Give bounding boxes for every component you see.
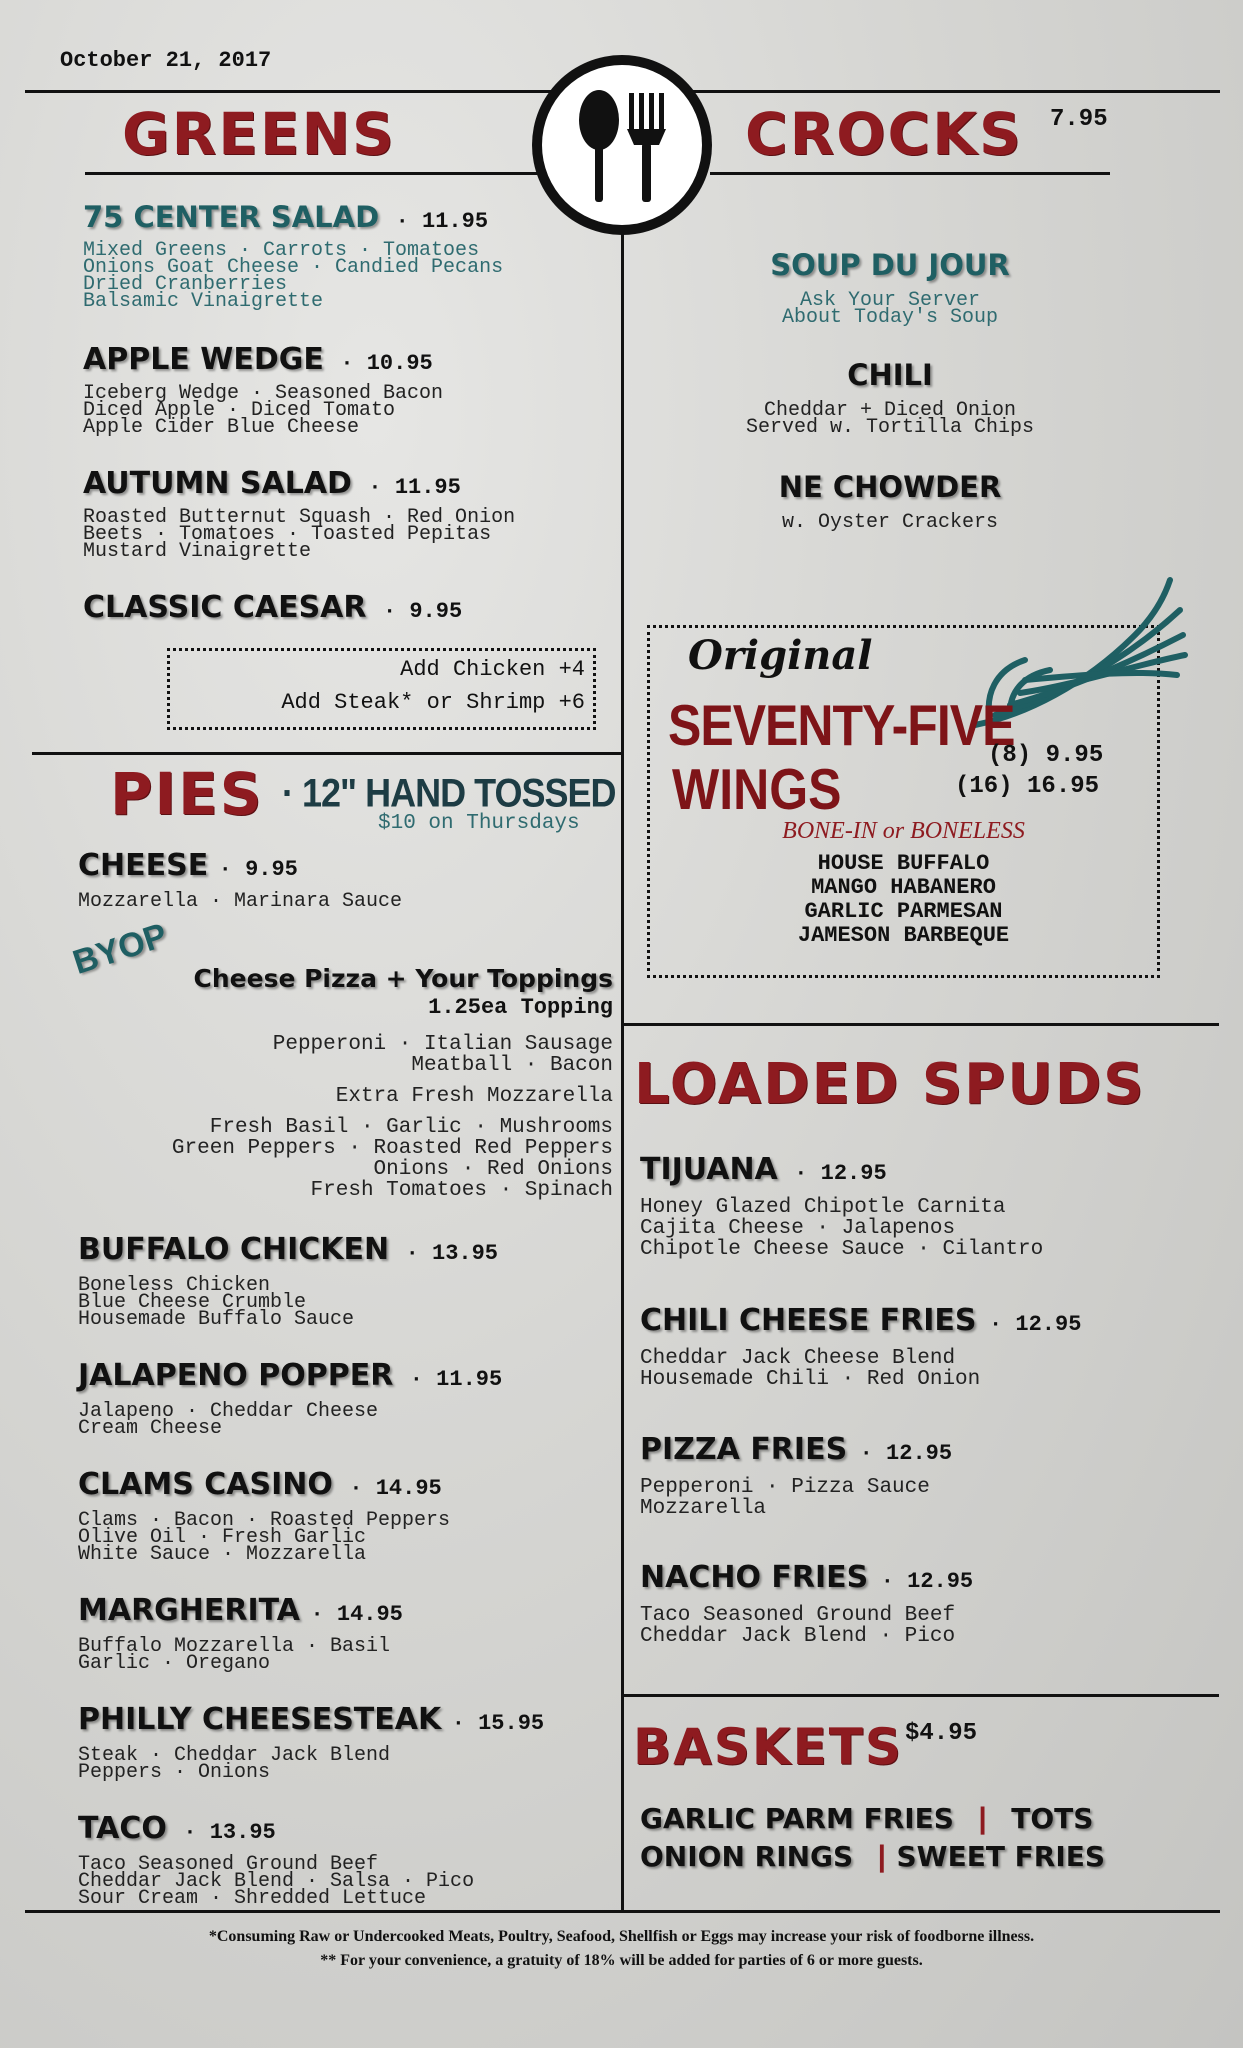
byop-toppings-meats: Pepperoni · Italian Sausage Meatball · Bacon — [272, 1033, 613, 1077]
pies-item-5: PHILLY CHEESESTEAK · 15.95 Steak · Cheddar Jack Blend Peppers · Onions — [78, 1702, 623, 1781]
item-name: CHILI CHEESE FRIES — [640, 1303, 977, 1338]
flavor-item: JAMESON BARBEQUE — [797, 923, 1010, 948]
item-name: CLAMS CASINO — [78, 1467, 333, 1502]
greens-item-2: APPLE WEDGE · 10.95 Iceberg Wedge · Seasoned Bacon Diced Apple · Diced Tomato Apple Cider Blue Cheese — [83, 342, 623, 436]
item-name: APPLE WEDGE — [83, 342, 324, 377]
item-name: NE CHOWDER — [778, 470, 1002, 504]
item-price: 12.95 — [907, 1569, 974, 1594]
spuds-item-4: NACHO FRIES · 12.95 Taco Seasoned Ground Beef Cheddar Jack Blend · Pico — [640, 1560, 1220, 1647]
item-name: PHILLY CHEESESTEAK — [78, 1702, 442, 1737]
greens-addons-box — [167, 648, 596, 730]
item-name: NACHO FRIES — [640, 1560, 869, 1595]
item-price: 13.95 — [432, 1241, 499, 1266]
crocks-underline — [710, 172, 1110, 175]
byop-title: Cheese Pizza + Your Toppings — [193, 964, 613, 993]
flavor-item: GARLIC PARMESAN — [804, 899, 1003, 924]
item-desc: Mozzarella · Marinara Sauce — [78, 890, 403, 913]
item-price: 9.95 — [409, 599, 463, 624]
addon-steak-shrimp: Add Steak* or Shrimp +6 — [281, 690, 585, 715]
wings-price-16: (16) 16.95 — [955, 773, 1100, 800]
byop-tag: BYOP — [68, 916, 172, 982]
footer-raw-warning: *Consuming Raw or Undercooked Meats, Poultry, Seafood, Shellfish or Eggs may increase your risk of foodborne illness. — [208, 1928, 1035, 1945]
item-price: 12.95 — [886, 1441, 953, 1466]
greens-underline — [85, 172, 555, 175]
crocks-item-1 — [640, 248, 1140, 329]
item-name: 75 CENTER SALAD — [83, 200, 380, 234]
basket-onion-rings: ONION RINGS — [640, 1840, 854, 1873]
wings-price-8: (8) 9.95 — [988, 742, 1104, 769]
item-desc: Boneless Chicken Blue Cheese Crumble Housemade Buffalo Sauce — [78, 1274, 355, 1331]
byop-toppings-cheese: Extra Fresh Mozzarella — [335, 1085, 613, 1108]
greens-pies-divider — [32, 752, 624, 755]
item-price: 14.95 — [336, 1602, 403, 1627]
pies-item-2: JALAPENO POPPER · 11.95 Jalapeno · Cheddar Cheese Cream Cheese — [78, 1358, 618, 1437]
wings-flavors — [647, 852, 1160, 948]
item-price: 14.95 — [375, 1476, 442, 1501]
spoon-fork-icon — [567, 85, 677, 205]
item-name: BUFFALO CHICKEN — [78, 1232, 390, 1267]
basket-tots: TOTS — [1011, 1802, 1094, 1835]
item-desc: Ask Your Server About Today's Soup — [781, 289, 999, 329]
item-desc: Mixed Greens · Carrots · Tomatoes Onions Goat Cheese · Candied Pecans Dried Cranberries Balsamic Vinaigrette — [83, 239, 504, 313]
footer-gratuity-notice: ** For your convenience, a gratuity of 18% will be added for parties of 6 or more guests. — [320, 1952, 923, 1969]
greens-item-3: AUTUMN SALAD · 11.95 Roasted Butternut Squash · Red Onion Beets · Tomatoes · Toasted Pepitas Mustard Vinaigrette — [83, 466, 623, 560]
item-desc: Taco Seasoned Ground Beef Cheddar Jack Blend · Salsa · Pico Sour Cream · Shredded Lettuce — [78, 1853, 475, 1910]
greens-item-1: 75 CENTER SALAD · 11.95 Mixed Greens · Carrots · Tomatoes Onions Goat Cheese · Candied Pecans Dried Cranberries Balsamic Vinaigrette — [83, 200, 623, 310]
baskets-row-2 — [640, 1840, 1220, 1874]
crocks-item-2 — [640, 358, 1140, 439]
item-desc: Cheddar + Diced Onion Served w. Tortilla Chips — [745, 399, 1035, 439]
item-price: 9.95 — [245, 857, 298, 882]
pies-subtitle: · 12" HAND TOSSED — [282, 770, 616, 816]
greens-header: GREENS — [122, 100, 396, 168]
baskets-header: BASKETS — [633, 1718, 903, 1776]
item-desc: Pepperoni · Pizza Sauce Mozzarella — [640, 1476, 930, 1520]
wings-bone-style: BONE-IN or BONELESS — [782, 818, 1025, 844]
basket-separator: | — [978, 1802, 987, 1835]
item-price: 12.95 — [820, 1161, 887, 1186]
item-desc: Iceberg Wedge · Seasoned Bacon Diced Apple · Diced Tomato Apple Cider Blue Cheese — [83, 382, 444, 439]
basket-sweet-fries: SWEET FRIES — [896, 1840, 1106, 1873]
spuds-baskets-divider — [624, 1694, 1219, 1697]
item-desc: w. Oyster Crackers — [781, 511, 999, 534]
byop-toppings-veggies: Fresh Basil · Garlic · Mushrooms Green Peppers · Roasted Red Peppers Onions · Red Onions Fresh Tomatoes · Spinach — [171, 1116, 613, 1202]
pies-cheese: CHEESE · 9.95 Mozzarella · Marinara Sauce — [78, 848, 618, 910]
item-desc: Honey Glazed Chipotle Carnita Cajita Cheese · Jalapenos Chipotle Cheese Sauce · Cilantro — [640, 1196, 1044, 1261]
item-desc: Clams · Bacon · Roasted Peppers Olive Oil · Fresh Garlic White Sauce · Mozzarella — [78, 1509, 451, 1566]
menu-date: October 21, 2017 — [60, 48, 272, 73]
item-name: AUTUMN SALAD — [83, 466, 352, 501]
pies-thursday-deal: $10 on Thursdays — [378, 812, 580, 835]
greens-item-4: CLASSIC CAESAR · 9.95 — [83, 590, 463, 625]
wings-spuds-divider — [624, 1023, 1219, 1026]
item-price: 11.95 — [436, 1367, 503, 1392]
item-desc: Jalapeno · Cheddar Cheese Cream Cheese — [78, 1400, 379, 1440]
item-price: 12.95 — [1015, 1312, 1082, 1337]
pies-item-1: BUFFALO CHICKEN · 13.95 Boneless Chicken Blue Cheese Crumble Housemade Buffalo Sauce — [78, 1232, 618, 1328]
spuds-item-1: TIJUANA · 12.95 Honey Glazed Chipotle Carnita Cajita Cheese · Jalapenos Chipotle Cheese Sauce · Cilantro — [640, 1152, 1220, 1260]
spuds-header: LOADED SPUDS — [634, 1052, 1146, 1117]
item-name: TACO — [78, 1811, 167, 1846]
baskets-row-1 — [640, 1802, 1220, 1836]
item-name: CLASSIC CAESAR — [83, 590, 367, 625]
pies-item-4: MARGHERITA · 14.95 Buffalo Mozzarella · Basil Garlic · Oregano — [78, 1593, 618, 1672]
item-desc: Roasted Butternut Squash · Red Onion Beets · Tomatoes · Toasted Pepitas Mustard Vinaigrette — [83, 506, 516, 563]
byop-section — [60, 964, 613, 1201]
item-name: SOUP DU JOUR — [770, 248, 1010, 282]
baskets-price: $4.95 — [905, 1720, 978, 1747]
crocks-price: 7.95 — [1050, 106, 1108, 133]
item-desc: Taco Seasoned Ground Beef Cheddar Jack Blend · Pico — [640, 1604, 956, 1648]
basket-garlic-parm-fries: GARLIC PARM FRIES — [640, 1802, 954, 1835]
flavor-item: HOUSE BUFFALO — [817, 851, 990, 876]
item-name: TIJUANA — [640, 1152, 778, 1187]
pies-item-6: TACO · 13.95 Taco Seasoned Ground Beef Cheddar Jack Blend · Salsa · Pico Sour Cream · Shredded Lettuce — [78, 1811, 618, 1907]
wings-title-2: WINGS — [672, 757, 842, 822]
item-name: CHEESE — [78, 848, 209, 883]
item-name: CHILI — [847, 358, 933, 392]
crocks-header: CROCKS — [745, 100, 1023, 168]
item-price: 11.95 — [394, 475, 461, 500]
item-desc: Buffalo Mozzarella · Basil Garlic · Oregano — [78, 1635, 391, 1675]
item-price: 10.95 — [366, 351, 433, 376]
pies-header: PIES — [110, 760, 264, 828]
item-name: MARGHERITA — [78, 1593, 301, 1628]
basket-separator: | — [877, 1840, 887, 1873]
item-price: 11.95 — [422, 209, 489, 234]
byop-price: 1.25ea Topping — [428, 995, 613, 1020]
item-price: 13.95 — [209, 1820, 276, 1845]
addon-chicken: Add Chicken +4 — [400, 657, 585, 682]
wings-original-label: Original — [688, 632, 873, 679]
item-name: PIZZA FRIES — [640, 1432, 848, 1467]
flavor-item: MANGO HABANERO — [811, 875, 996, 900]
wings-title-1: SEVENTY-FIVE — [668, 693, 1015, 758]
item-desc: Cheddar Jack Cheese Blend Housemade Chili · Red Onion — [640, 1347, 981, 1391]
bottom-rule — [25, 1910, 1220, 1913]
pies-item-3: CLAMS CASINO · 14.95 Clams · Bacon · Roasted Peppers Olive Oil · Fresh Garlic White Sauce · Mozzarella — [78, 1467, 618, 1563]
item-price: 15.95 — [478, 1711, 545, 1736]
spuds-item-3: PIZZA FRIES · 12.95 Pepperoni · Pizza Sauce Mozzarella — [640, 1432, 1220, 1519]
footer-disclaimer — [0, 1925, 1243, 1973]
item-desc: Steak · Cheddar Jack Blend Peppers · Onions — [78, 1744, 391, 1784]
spuds-item-2: CHILI CHEESE FRIES · 12.95 Cheddar Jack Cheese Blend Housemade Chili · Red Onion — [640, 1303, 1220, 1390]
crocks-item-3 — [640, 470, 1140, 534]
item-name: JALAPENO POPPER — [78, 1358, 394, 1393]
